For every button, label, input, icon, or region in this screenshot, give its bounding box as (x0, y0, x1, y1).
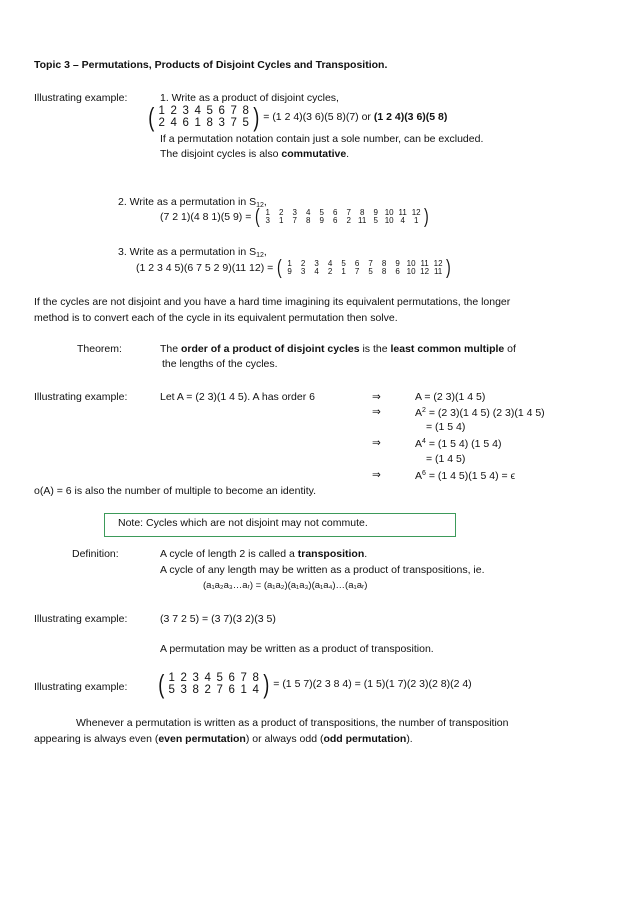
matrix-cell: 3 (300, 267, 306, 276)
matrix-cell: 10 (384, 216, 394, 225)
ex1-label: Illustrating example: (34, 92, 128, 104)
matrix-cell: 8 (242, 104, 249, 117)
matrix-cell: 8 (252, 671, 259, 684)
matrix-cell: 11 (420, 258, 429, 268)
matrix-cell: 4 (204, 671, 211, 684)
ex2-equation (160, 207, 430, 227)
ex4-step4: $A^4 = (1$ 5 4) (1 5 4) (415, 438, 502, 450)
ex1-permutation-matrix: ( 1 2 3 4 5 6 7 8 2 4 6 1 8 3 7 5 ) (148, 102, 260, 132)
matrix-cell: 3 (314, 258, 319, 268)
definition-formula: (a₁a₂a₃…aᵣ) = (a₁a₂)(a₁a₃)(a₁a₄)…(a₁aᵣ) (203, 580, 368, 591)
ex3-equation (136, 258, 452, 278)
para1-line2: method is to convert each of the cycle in its equivalent permutation then solve. (34, 312, 398, 324)
matrix-cell: 7 (292, 216, 297, 225)
note-box (104, 513, 456, 537)
matrix-cell: 12 (420, 267, 430, 276)
matrix-cell: 9 (395, 258, 400, 268)
matrix-cell: 10 (384, 207, 394, 217)
matrix-cell: 6 (182, 117, 189, 129)
ex6-eq-text: = (1 5 7)(2 3 8 4) = (1 5)(1 7)(2 3)(2 8)(2 4) (273, 677, 472, 690)
matrix-cell: 1 (265, 207, 270, 217)
ex1-eq-bold: (1 2 4)(3 6)(5 8) (373, 110, 448, 123)
matrix-top-row (156, 105, 252, 117)
definition-text: A cycle of length 2 is called a transposition. (160, 548, 368, 560)
matrix-bottom-row (261, 217, 423, 225)
matrix-top-row (166, 672, 262, 684)
matrix-cell: 11 (433, 267, 443, 276)
matrix-cell: 6 (228, 684, 235, 696)
ex1-line2: If a permutation notation contain just a sole number, can be excluded. (160, 133, 484, 145)
matrix-cell: 7 (240, 671, 247, 684)
final-line1: Whenever a permutation is written as a product of transpositions, the number of transposition (76, 717, 509, 729)
matrix-cell: 2 (204, 684, 211, 696)
ex4-label: Illustrating example: (34, 391, 128, 403)
ex5-label: Illustrating example: (34, 613, 128, 625)
ex3-lhs: (1 2 3 4 5)(6 7 5 2 9)(11 12) = (136, 261, 274, 274)
ex2-intro: 2. Write as a permutation in $S_{12}$, (118, 196, 267, 209)
matrix-cell: 11 (358, 216, 367, 225)
ex5-text: (3 7 2 5) = (3 7)(3 2)(3 5) (160, 613, 276, 625)
matrix-cell: 3 (182, 104, 189, 117)
theorem-line2: the lengths of the cycles. (162, 358, 278, 370)
matrix-cell: 4 (194, 104, 201, 117)
matrix-cell: 6 (395, 267, 400, 276)
matrix-cell: 3 (192, 671, 199, 684)
matrix-cell: 1 (341, 267, 346, 276)
theorem-text: The order of a product of disjoint cycles is the least common multiple of (160, 343, 516, 355)
matrix-cell: 4 (314, 267, 319, 276)
matrix-bottom-row (156, 117, 252, 129)
matrix-cell: 5 (341, 258, 346, 268)
matrix-cell: 4 (327, 258, 333, 268)
matrix-cell: 11 (398, 207, 407, 217)
matrix-cell: 8 (381, 267, 387, 276)
ex4-conclusion: o(A) = 6 is also the number of multiple to become an identity. (34, 485, 316, 497)
implies-arrow-1: ⇒ (372, 391, 381, 403)
ex1-eq-text: = (1 2 4)(3 6)(5 8)(7) or (263, 110, 374, 123)
ex4-step5: = (1 4 5) (426, 453, 466, 465)
ex4-step3: = (1 5 4) (426, 421, 466, 433)
ex6-equation (157, 671, 472, 697)
matrix-cell: 12 (433, 258, 443, 268)
matrix-cell: 6 (218, 104, 225, 117)
ex4-step6: $A^6 = (1$ 4 5)(1 5 4) = ϵ (415, 470, 516, 482)
matrix-bottom-row (283, 268, 445, 276)
matrix-cell: 1 (240, 684, 247, 696)
matrix-cell: 4 (305, 207, 311, 217)
ex2-lhs: (7 2 1)(4 8 1)(5 9) = (160, 210, 252, 223)
matrix-cell: 2 (158, 117, 165, 129)
matrix-top-row (261, 209, 423, 217)
matrix-cell: 5 (242, 117, 249, 129)
matrix-cell: 1 (278, 216, 284, 225)
matrix-cell: 7 (346, 207, 351, 217)
matrix-cell: 2 (327, 267, 333, 276)
matrix-cell: 8 (305, 216, 311, 225)
ex4-step1: A = (2 3)(1 4 5) (415, 391, 486, 403)
matrix-cell: 5 (168, 684, 175, 696)
matrix-cell: 5 (368, 267, 373, 276)
matrix-cell: 1 (194, 117, 201, 129)
matrix-bottom-row (166, 684, 262, 696)
implies-arrow-2: ⇒ (372, 406, 381, 418)
ex4-text: Let A = (2 3)(1 4 5). A has order 6 (160, 391, 315, 403)
note-text: Note: Cycles which are not disjoint may not commute. (118, 517, 368, 529)
matrix-cell: 10 (406, 267, 416, 276)
matrix-cell: 9 (319, 216, 324, 225)
ex3-intro: 3. Write as a permutation in $S_{12}$, (118, 246, 267, 259)
ex5-line2: A permutation may be written as a product of transposition. (160, 643, 434, 655)
matrix-cell: 1 (158, 104, 165, 117)
ex6-label: Illustrating example: (34, 681, 128, 693)
matrix-cell: 3 (218, 117, 225, 129)
ex3-permutation-matrix: ( 1 2 3 4 5 6 7 8 9 10 11 12 9 3 4 2 1 7 5 8 6 10 12 11 ) (277, 257, 451, 279)
matrix-cell: 2 (300, 258, 306, 268)
matrix-cell: 10 (406, 258, 416, 268)
matrix-cell: 4 (170, 117, 177, 129)
implies-arrow-4: ⇒ (372, 469, 381, 481)
matrix-cell: 5 (373, 216, 378, 225)
page-title: Topic 3 – Permutations, Products of Disjoint Cycles and Transposition. (34, 59, 388, 71)
definition-line2: A cycle of any length may be written as a product of transpositions, ie. (160, 564, 485, 576)
matrix-cell: 7 (230, 117, 237, 129)
matrix-cell: 12 (411, 207, 421, 217)
matrix-cell: 6 (354, 258, 360, 268)
matrix-cell: 6 (332, 216, 338, 225)
ex1-line3: The disjoint cycles is also commutative. (160, 148, 350, 160)
matrix-cell: 1 (413, 216, 419, 225)
matrix-cell: 8 (206, 117, 213, 129)
matrix-cell: 2 (278, 207, 284, 217)
ex1-intro: 1. Write as a product of disjoint cycles, (160, 92, 339, 104)
matrix-cell: 5 (216, 671, 223, 684)
definition-label: Definition: (72, 548, 119, 560)
matrix-cell: 8 (381, 258, 387, 268)
matrix-cell: 7 (354, 267, 360, 276)
matrix-cell: 9 (373, 207, 378, 217)
matrix-cell: 7 (368, 258, 373, 268)
matrix-cell: 5 (206, 104, 213, 117)
matrix-cell: 7 (230, 104, 237, 117)
matrix-cell: 2 (170, 104, 177, 117)
matrix-cell: 2 (346, 216, 351, 225)
matrix-cell: 5 (319, 207, 324, 217)
ex1-equation (147, 104, 447, 130)
theorem-label: Theorem: (77, 343, 122, 355)
matrix-cell: 9 (287, 267, 292, 276)
matrix-cell: 2 (180, 671, 187, 684)
para1-line1: If the cycles are not disjoint and you have a hard time imagining its equivalent permutations, the longer (34, 296, 511, 308)
matrix-cell: 7 (216, 684, 223, 696)
matrix-cell: 6 (228, 671, 235, 684)
matrix-cell: 4 (252, 684, 259, 696)
matrix-cell: 8 (192, 684, 199, 696)
ex6-permutation-matrix: ( 1 2 3 4 5 6 7 8 5 3 8 2 7 6 1 4 ) (158, 669, 270, 699)
ex4-step2: $A^2 = (2$ 3)(1 4 5) (2 3)(1 4 5) (415, 407, 545, 419)
ex2-permutation-matrix: ( 1 2 3 4 5 6 7 8 9 10 11 12 3 1 7 8 9 6 2 11 5 10 4 1 ) (255, 206, 429, 228)
implies-arrow-3: ⇒ (372, 437, 381, 449)
matrix-cell: 3 (265, 216, 270, 225)
matrix-cell: 1 (287, 258, 292, 268)
matrix-cell: 8 (359, 207, 365, 217)
matrix-cell: 4 (400, 216, 405, 225)
matrix-cell: 3 (180, 684, 187, 696)
matrix-cell: 1 (168, 671, 175, 684)
matrix-cell: 6 (332, 207, 338, 217)
matrix-cell: 3 (292, 207, 297, 217)
final-line2: appearing is always even (even permutation) or always odd (odd permutation). (34, 733, 413, 745)
